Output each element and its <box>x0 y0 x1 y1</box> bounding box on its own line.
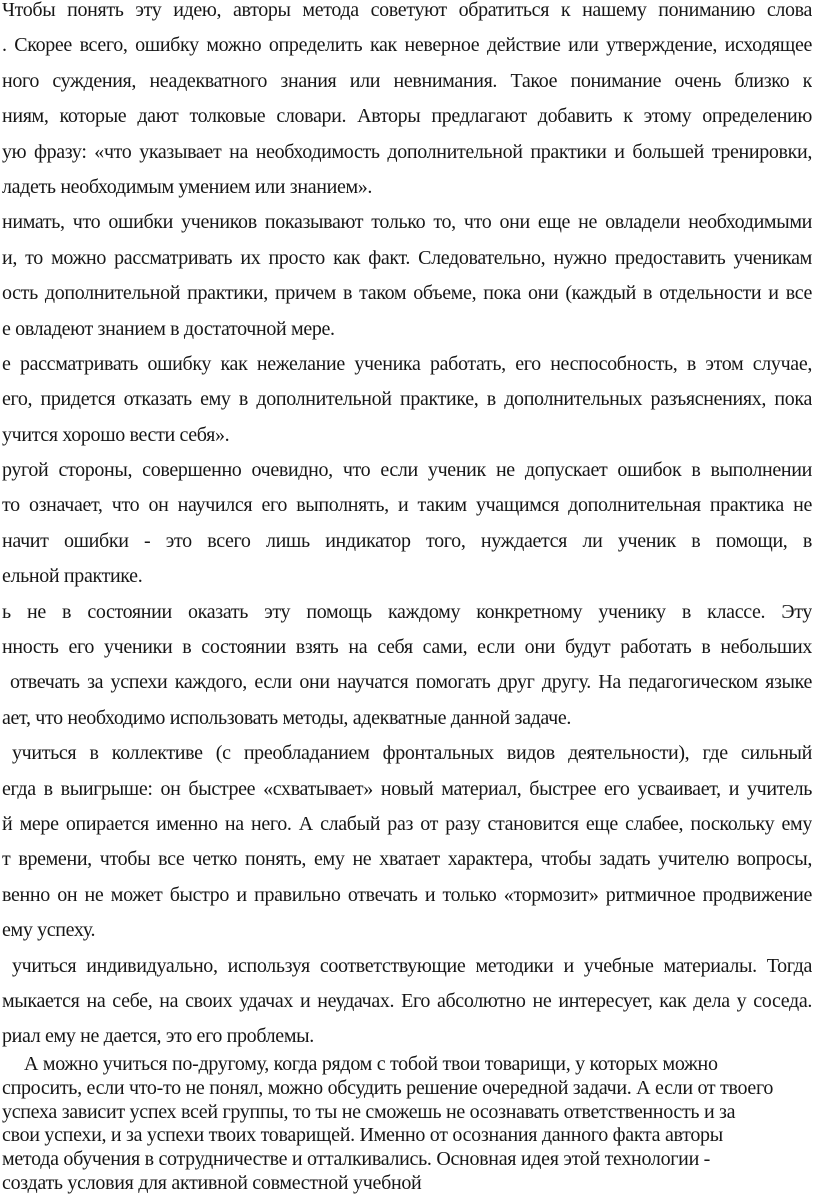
text-line: Чтобы понять эту идею, авторы метода советуют обратиться к нашему пониманию слова <box>2 0 812 21</box>
text-line: ает, что необходимо использовать методы, адекватные данной задаче. <box>2 706 572 729</box>
text-line: т времени, чтобы все четко понять, ему не хватает характера, чтобы задать учителю вопросы, <box>2 848 812 871</box>
text-line: начит ошибки - это всего лишь индикатор того, нуждается ли ученик в помощи, в <box>2 529 812 552</box>
text-line: его, придется отказать ему в дополнительной практике, в дополнительных разъяснениях, пока <box>2 388 812 411</box>
document-last-paragraph <box>2 1053 812 1194</box>
text-line: ость дополнительной практики, причем в таком объеме, пока они (каждый в отдельности и все <box>2 282 812 305</box>
text-line: нность его ученики в состоянии взять на себя сами, если они будут работать в небольших <box>2 636 812 659</box>
text-line: . Скорее всего, ошибку можно определить как неверное действие или утверждение, исходящее <box>2 34 812 57</box>
text-line: е рассматривать ошибку как нежелание ученика работать, его неспособность, в этом случае, <box>2 352 812 375</box>
document-body-text <box>2 0 812 1055</box>
text-line: егда в выигрыше: он быстрее «схватывает» новый материал, быстрее его усваивает, и учитель <box>2 777 812 800</box>
text-line: то означает, что он научился его выполнять, и таким учащимся дополнительная практика не <box>2 494 812 517</box>
text-line: риал ему не дается, это его проблемы. <box>2 1025 314 1048</box>
text-line: ладеть необходимым умением или знанием». <box>2 175 373 198</box>
text-line: ниям, которые дают толковые словари. Авторы предлагают добавить к этому определению <box>2 105 812 128</box>
text-line: А можно учиться по-другому, когда рядом с тобой твои товарищи, у которых можно <box>24 1053 718 1075</box>
text-line: ь не в состоянии оказать эту помощь каждому конкретному ученику в классе. Эту <box>2 600 812 623</box>
text-line: свои успехи, и за успехи твоих товарищей. Именно от осознания данного факта авторы <box>2 1124 723 1147</box>
text-line: учиться индивидуально, используя соответствующие методики и учебные материалы. Тогда <box>12 954 812 977</box>
text-line: учится хорошо вести себя». <box>2 423 230 446</box>
text-line: спросить, если что-то не понял, можно обсудить решение очередной задачи. А если от твоего <box>2 1076 774 1099</box>
text-line: ую фразу: «что указывает на необходимость дополнительной практики и большей тренировки, <box>2 140 812 163</box>
text-line: ему успеху. <box>2 919 96 942</box>
text-line: метода обучения в сотрудничестве и отталкивались. Основная идея этой технологии - <box>2 1148 711 1171</box>
text-line: успеха зависит успех всей группы, то ты не сможешь не осознавать ответственность и за <box>2 1100 736 1123</box>
text-line: создать условия для активной совместной учебной <box>2 1171 422 1194</box>
text-line: нимать, что ошибки учеников показывают только то, что они еще не овладели необходимыми <box>2 211 812 234</box>
text-line: венно он не может быстро и правильно отвечать и только «тормозит» ритмичное продвижение <box>2 883 812 906</box>
text-line: ельной практике. <box>2 565 143 588</box>
text-line: ного суждения, неадекватного знания или невнимания. Такое понимание очень близко к <box>2 69 812 92</box>
text-line: й мере опирается именно на него. А слабый раз от разу становится еще слабее, поскольку ему <box>2 812 812 835</box>
text-line: мыкается на себе, на своих удачах и неудачах. Его абсолютно не интересует, как дела у соседа. <box>2 989 812 1012</box>
text-line: е овладеют знанием в достаточной мере. <box>2 317 335 340</box>
text-line: учиться в коллективе (с преобладанием фронтальных видов деятельности), где сильный <box>12 742 812 765</box>
text-line: и, то можно рассматривать их просто как факт. Следовательно, нужно предоставить ученикам <box>2 246 812 269</box>
text-line: отвечать за успехи каждого, если они научатся помогать друг другу. На педагогическом языке <box>10 671 812 694</box>
text-line: ругой стороны, совершенно очевидно, что если ученик не допускает ошибок в выполнении <box>2 459 812 482</box>
